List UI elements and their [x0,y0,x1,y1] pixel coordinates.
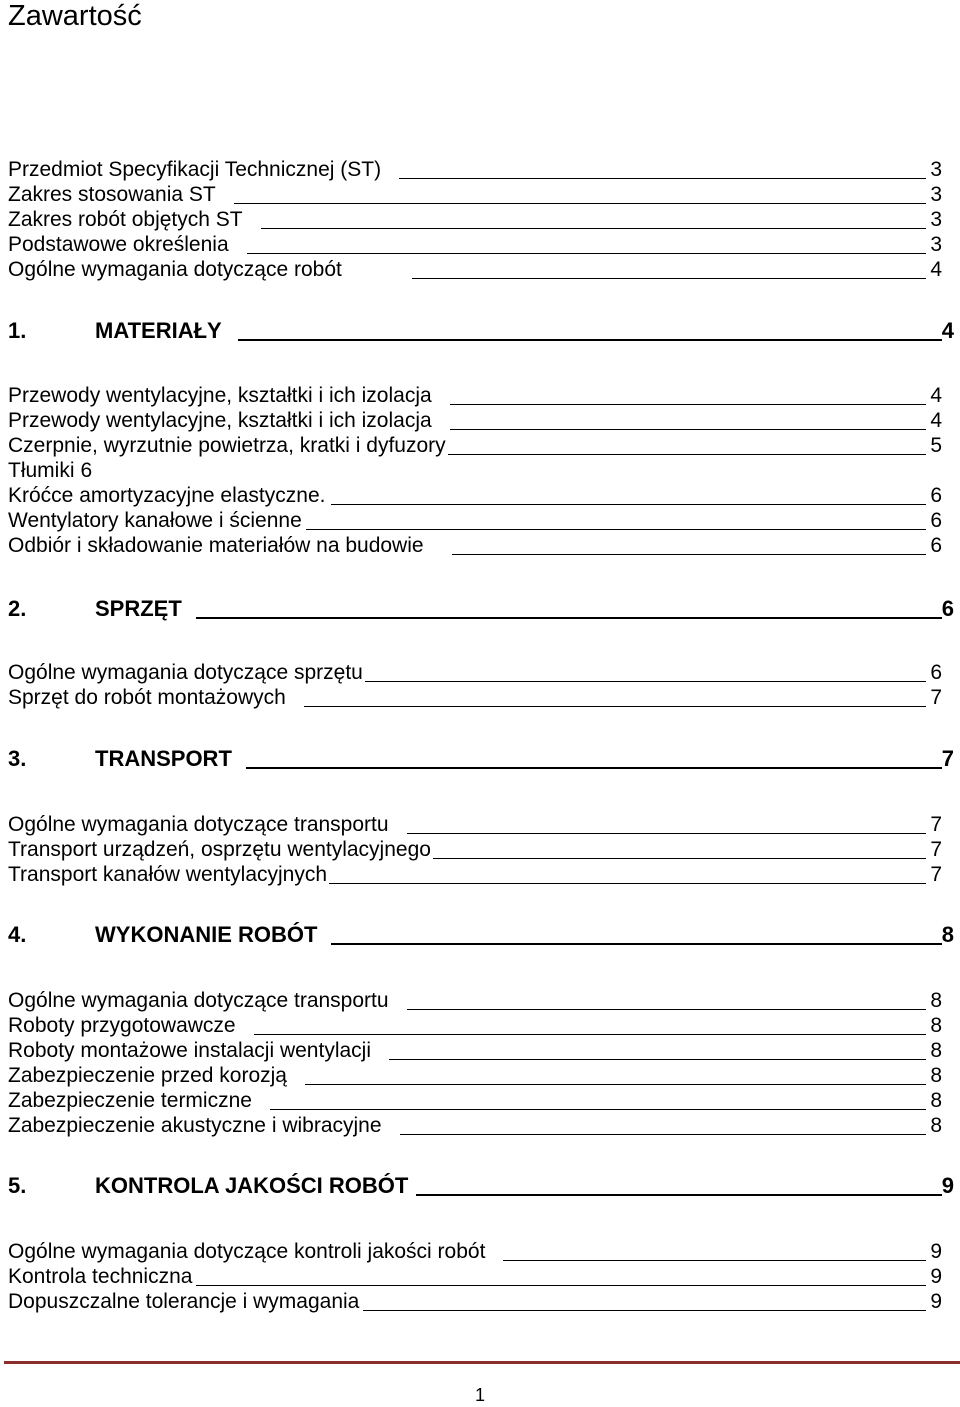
toc-entry-page: 8 [930,1064,942,1087]
section-title: KONTROLA JAKOŚCI ROBÓT [95,1173,409,1198]
toc-intro-list [8,157,942,282]
toc-entry-label: Kontrola techniczna [8,1265,193,1288]
toc-entry[interactable] [8,1088,942,1113]
toc-entry[interactable] [8,232,942,257]
toc-leader [448,453,927,455]
toc-entry[interactable] [8,182,942,207]
toc-entry-label: Ogólne wymagania dotyczące transportu [8,989,389,1012]
toc-entry-page: 7 [930,686,942,709]
toc-entry-label: Ogólne wymagania dotyczące sprzętu [8,661,363,684]
toc-entry-label: Ogólne wymagania dotyczące transportu [8,813,389,836]
toc-entry-label: Dopuszczalne tolerancje i wymagania [8,1290,360,1313]
section-page: 4 [941,318,954,343]
toc-entry[interactable] [8,988,942,1013]
toc-entry[interactable] [8,1264,942,1289]
section-number: 2. [8,596,27,621]
toc-leader [305,1083,926,1085]
toc-section-heading[interactable] [8,596,954,622]
toc-entry-page: 8 [930,989,942,1012]
toc-entry-page: 6 [80,459,93,482]
section-page: 9 [941,1173,954,1198]
toc-entry-page: 7 [930,813,942,836]
toc-leader [329,882,926,884]
toc-entry[interactable] [8,383,942,408]
toc-entry-label: Transport urządzeń, osprzętu wentylacyjnego [8,838,431,861]
section-title: TRANSPORT [95,746,232,771]
toc-entry[interactable] [8,533,942,558]
toc-entry-page: 4 [930,258,942,281]
toc-leader [433,857,926,859]
toc-entry[interactable] [8,1289,942,1314]
toc-entry-page: 6 [930,534,942,557]
toc-entry[interactable] [8,685,942,710]
document-title: Zawartość [8,0,142,32]
toc-entry-page: 9 [930,1265,942,1288]
toc-leader [247,252,927,254]
toc-entry-label: Odbiór i składowanie materiałów na budowie [8,534,424,557]
toc-leader [450,403,927,405]
toc-entry-page: 6 [930,509,942,532]
toc-entry-page: 4 [930,409,942,432]
toc-entry-label: Przedmiot Specyfikacji Technicznej (ST) [8,158,382,181]
toc-leader [238,338,942,341]
toc-entry-page: 8 [930,1039,942,1062]
toc-section-5-list [8,1239,942,1314]
toc-section-1-list [8,383,942,558]
toc-section-2-list [8,660,942,710]
toc-leader [196,1284,926,1286]
toc-leader [246,766,942,769]
toc-entry-page: 6 [930,661,942,684]
toc-leader [306,528,927,530]
toc-entry-page: 7 [930,863,942,886]
toc-entry-page: 3 [930,183,942,206]
page-number: 1 [474,1385,485,1405]
toc-entry[interactable] [8,862,942,887]
toc-entry-page: 3 [930,233,942,256]
section-page: 6 [941,596,954,621]
toc-entry-page: 4 [930,384,942,407]
toc-entry-label: Tłumiki [8,459,75,482]
toc-entry-page: 8 [930,1114,942,1137]
section-page: 8 [941,922,954,947]
toc-entry-page: 7 [930,838,942,861]
toc-entry-label: Zabezpieczenie termiczne [8,1089,252,1112]
toc-entry-label: Wentylatory kanałowe i ścienne [8,509,302,532]
toc-entry[interactable] [8,207,942,232]
toc-section-heading[interactable] [8,746,954,772]
toc-entry-label: Roboty montażowe instalacji wentylacji [8,1039,371,1062]
toc-entry[interactable] [8,1038,942,1063]
toc-entry-label: Króćce amortyzacyjne elastyczne. [8,484,326,507]
toc-section-3-list [8,812,942,887]
toc-section-heading[interactable] [8,1173,954,1199]
toc-leader [503,1259,926,1261]
toc-entry[interactable] [8,483,942,508]
section-title: SPRZĘT [95,596,182,621]
toc-entry[interactable] [8,257,942,282]
section-number: 1. [8,318,27,343]
toc-entry[interactable] [8,433,942,458]
toc-entry-page: 9 [930,1290,942,1313]
section-number: 3. [8,746,27,771]
toc-leader [452,553,927,555]
toc-entry-label: Przewody wentylacyjne, kształtki i ich izolacja [8,384,432,407]
toc-entry[interactable] [8,1063,942,1088]
toc-entry-label: Ogólne wymagania dotyczące robót [8,258,342,281]
toc-leader [399,177,926,179]
toc-entry-page: 8 [930,1089,942,1112]
toc-entry-page: 8 [930,1014,942,1037]
toc-entry-label: Czerpnie, wyrzutnie powietrza, kratki i dyfuzory [8,434,446,457]
toc-leader [254,1033,927,1035]
toc-leader [261,227,927,229]
toc-leader [416,1193,941,1196]
toc-entry[interactable] [8,1013,942,1038]
toc-section-heading[interactable] [8,318,954,344]
toc-leader [450,428,927,430]
section-page: 7 [941,746,954,771]
toc-leader [407,832,927,834]
toc-leader [196,616,942,619]
toc-leader [407,1008,927,1010]
toc-entry[interactable] [8,458,942,483]
toc-leader [331,503,926,505]
toc-leader [400,1133,927,1135]
toc-leader [412,277,926,279]
toc-entry-label: Ogólne wymagania dotyczące kontroli jakości robót [8,1240,486,1263]
toc-entry-label: Transport kanałów wentylacyjnych [8,863,328,886]
toc-entry-label: Zakres stosowania ST [8,183,216,206]
toc-entry-label: Sprzęt do robót montażowych [8,686,286,709]
toc-leader [304,705,927,707]
section-title: MATERIAŁY [95,318,222,343]
toc-entry-page: 5 [930,434,942,457]
toc-entry[interactable] [8,408,942,433]
toc-leader [270,1108,926,1110]
section-number: 4. [8,922,27,947]
toc-entry-label: Podstawowe określenia [8,233,229,256]
toc-entry[interactable] [8,812,942,837]
toc-entry-page: 9 [930,1240,942,1263]
toc-leader [331,942,941,945]
toc-entry-label: Roboty przygotowawcze [8,1014,236,1037]
toc-entry-page: 3 [930,158,942,181]
toc-entry[interactable] [8,157,942,182]
section-title: WYKONANIE ROBÓT [95,922,318,947]
toc-entry-page: 6 [930,484,942,507]
toc-leader [234,202,927,204]
footer-divider [4,1361,960,1364]
toc-leader [363,1309,926,1311]
toc-section-4-list [8,988,942,1138]
toc-entry[interactable] [8,1113,942,1138]
toc-section-heading[interactable] [8,922,954,948]
toc-entry[interactable] [8,508,942,533]
toc-leader [389,1058,926,1060]
toc-entry-label: Zabezpieczenie akustyczne i wibracyjne [8,1114,382,1137]
toc-entry[interactable] [8,1239,942,1264]
toc-entry-label: Przewody wentylacyjne, kształtki i ich izolacja [8,409,432,432]
toc-entry[interactable] [8,837,942,862]
toc-entry-page: 3 [930,208,942,231]
section-number: 5. [8,1173,27,1198]
toc-leader [365,680,926,682]
toc-entry-label: Zakres robót objętych ST [8,208,243,231]
toc-entry[interactable] [8,660,942,685]
toc-entry-label: Zabezpieczenie przed korozją [8,1064,287,1087]
